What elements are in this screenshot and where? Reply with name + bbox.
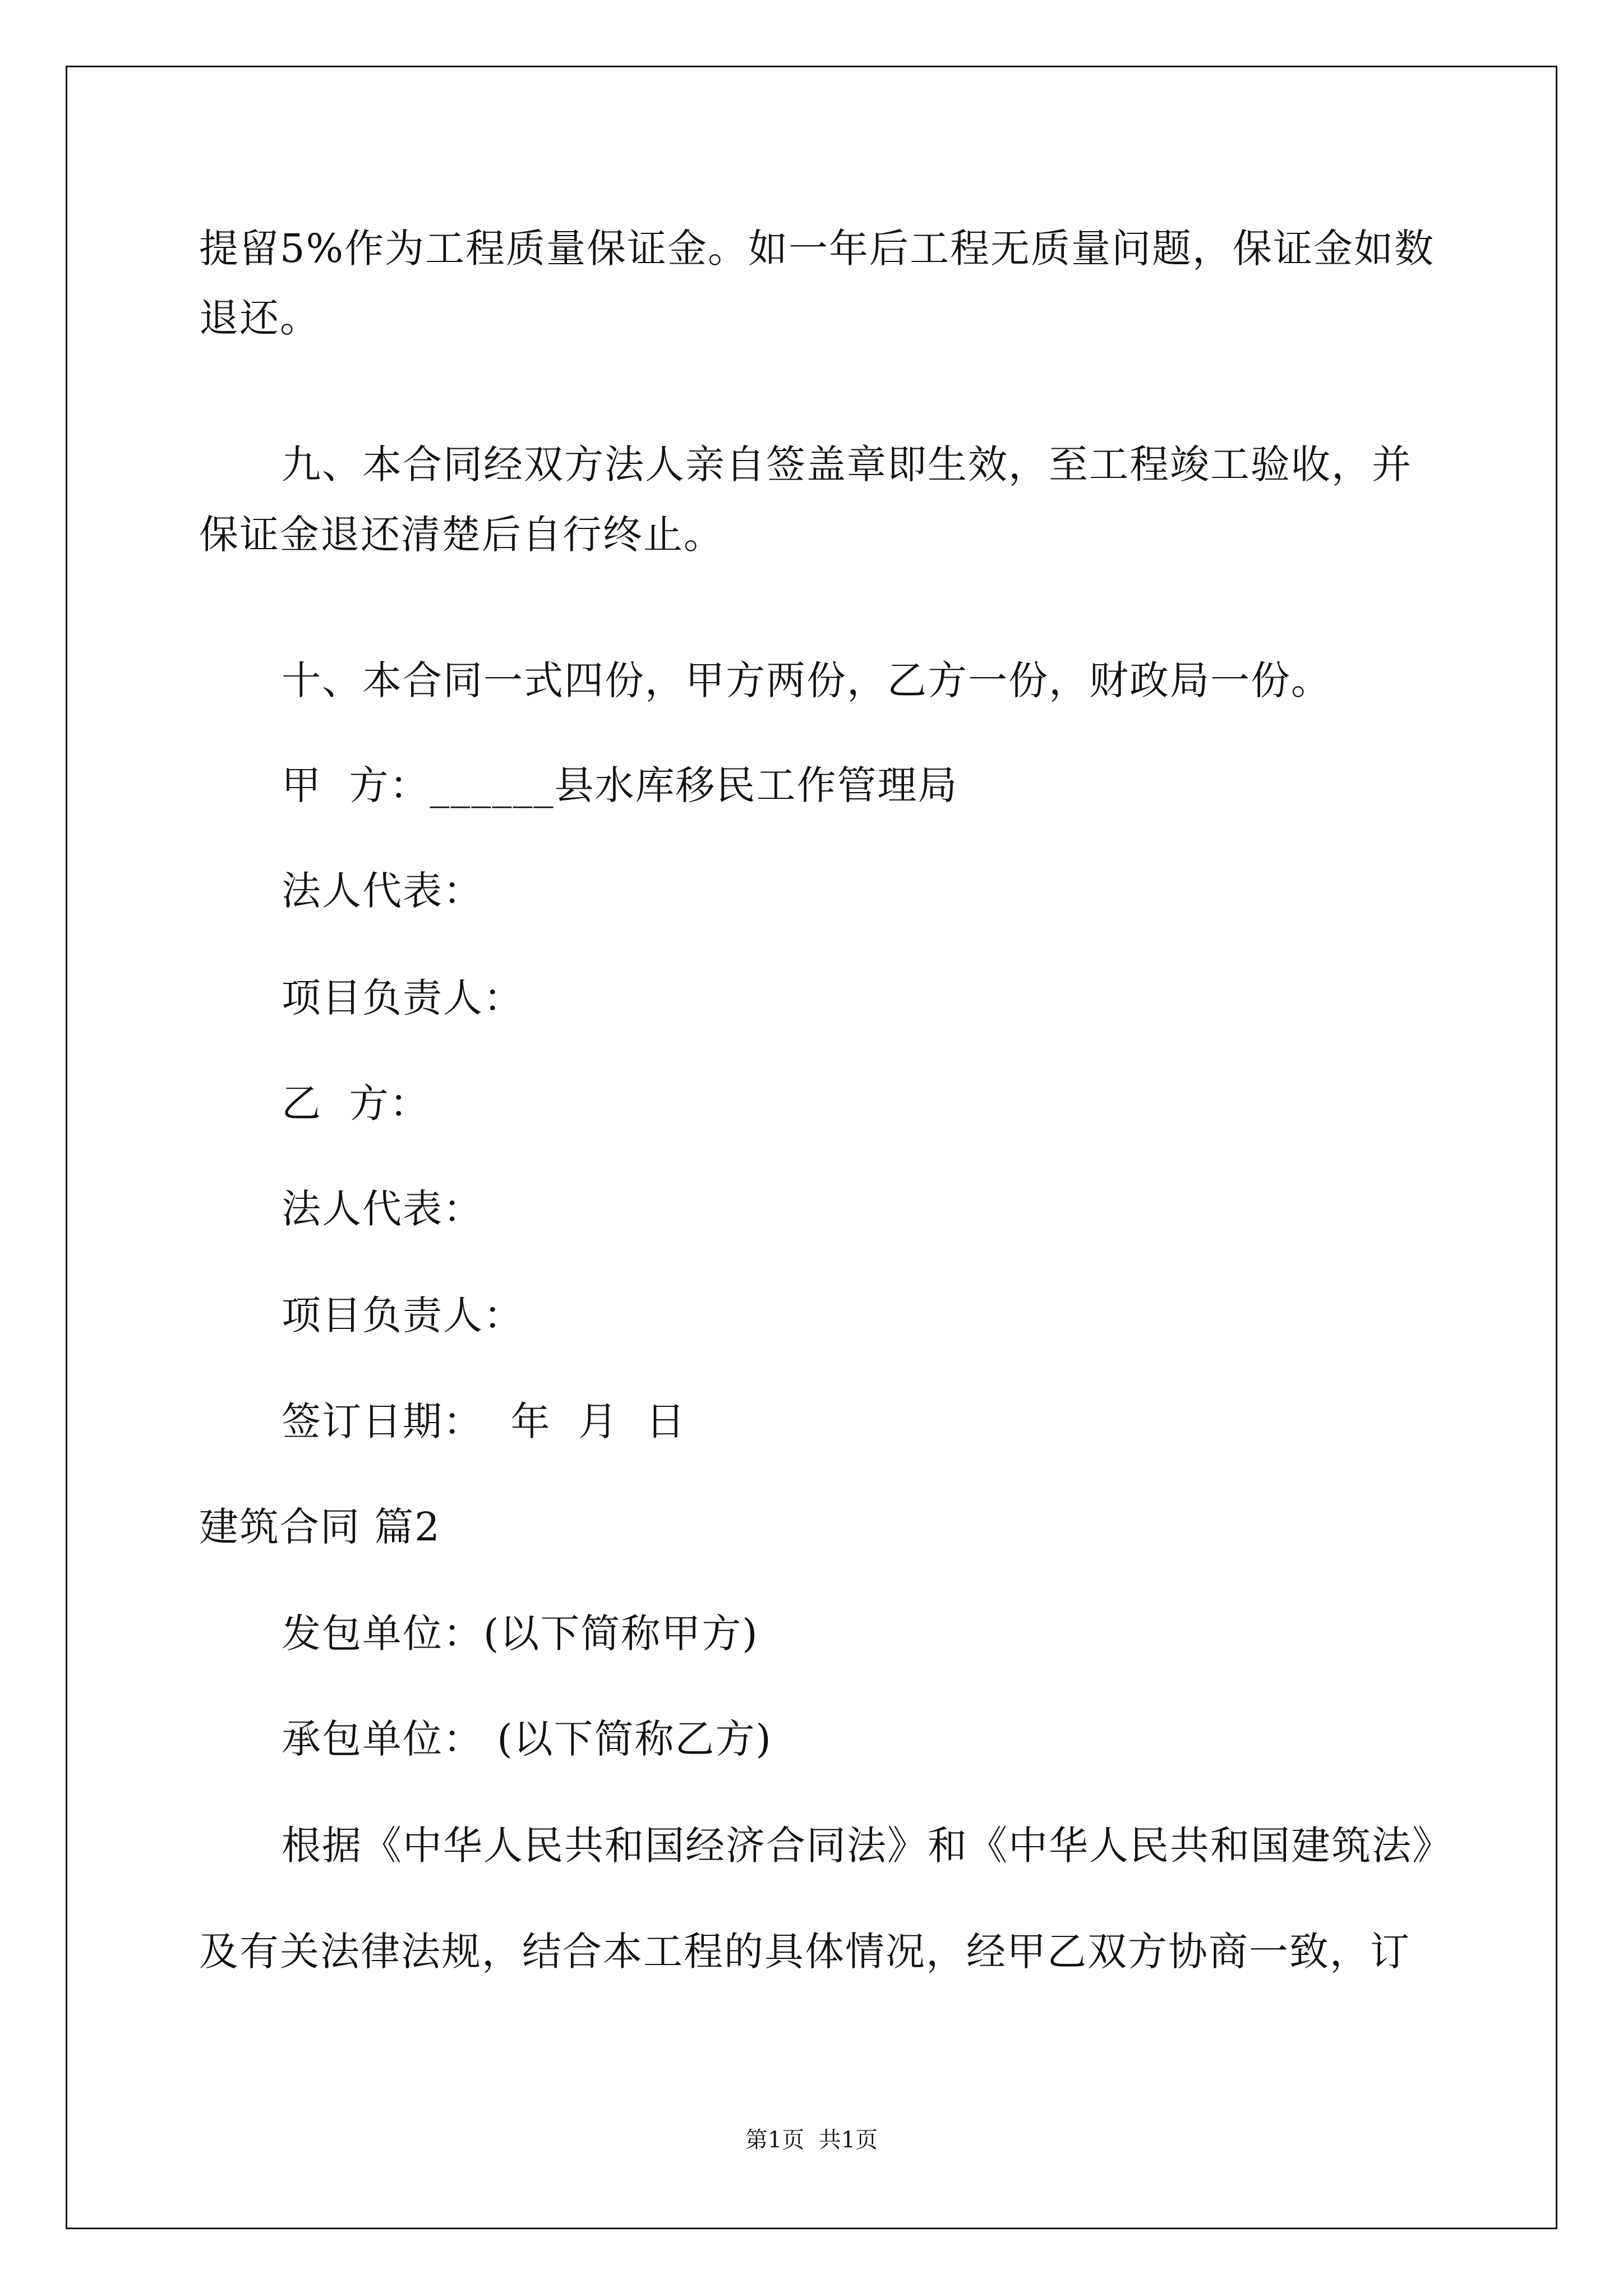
- party-b-project-lead-line: 项目负责人：: [282, 1292, 524, 1338]
- paragraph-line: 退还。: [199, 295, 320, 341]
- party-a-project-lead-line: 项目负责人：: [282, 975, 524, 1021]
- paragraph-line: 及有关法律法规，结合本工程的具体情况，经甲乙双方协商一致，订: [199, 1929, 1410, 1975]
- clause-nine-line: 九、本合同经双方法人亲自签盖章即生效，至工程竣工验收，并: [282, 441, 1412, 487]
- section-heading: 建筑合同 篇2: [199, 1504, 441, 1550]
- party-a-line: 甲 方：______县水库移民工作管理局: [282, 762, 958, 808]
- paragraph-line: 根据《中华人民共和国经济合同法》和《中华人民共和国建筑法》: [282, 1823, 1453, 1869]
- party-b-legal-rep-line: 法人代表：: [282, 1186, 483, 1232]
- party-b-line: 乙 方：: [282, 1080, 430, 1126]
- contractor-line: 承包单位： (以下简称乙方): [282, 1716, 772, 1762]
- signing-date-line: 签订日期： 年 月 日: [282, 1398, 686, 1444]
- party-a-legal-rep-line: 法人代表：: [282, 868, 483, 914]
- clause-ten-line: 十、本合同一式四份，甲方两份，乙方一份，财政局一份。: [282, 657, 1331, 703]
- employer-line: 发包单位：(以下简称甲方): [282, 1611, 759, 1657]
- paragraph-line: 提留5%作为工程质量保证金。如一年后工程无质量问题，保证金如数: [199, 226, 1435, 272]
- page-border: [66, 66, 1557, 2229]
- clause-nine-line: 保证金退还清楚后自行终止。: [199, 512, 724, 558]
- page-footer: 第1页 共1页: [745, 2127, 878, 2153]
